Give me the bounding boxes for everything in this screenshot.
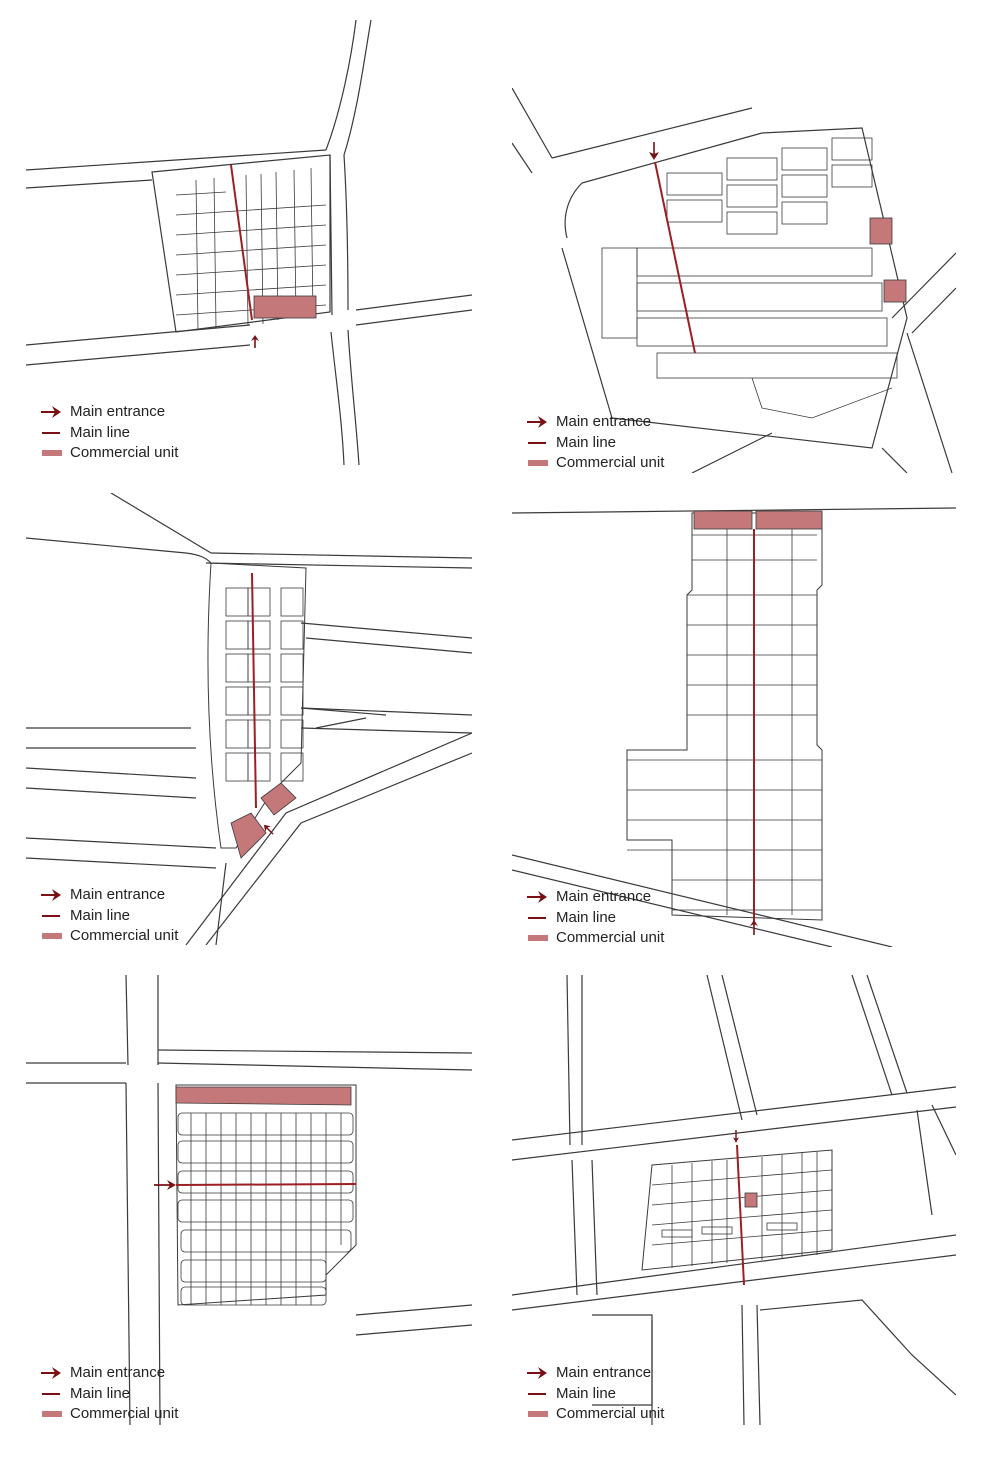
- building-blocks-2: [602, 138, 897, 418]
- legend-main-line: Main line: [556, 1384, 617, 1402]
- main-entrance-arrow-icon: [526, 1363, 550, 1383]
- site-plan-panel-3: [26, 493, 472, 945]
- commercial-unit-6: [745, 1193, 757, 1207]
- commercial-unit-swatch: [40, 1404, 64, 1424]
- commercial-unit-swatch: [526, 1404, 550, 1424]
- legend-main-line: Main line: [70, 1384, 131, 1402]
- main-entrance-arrow-icon: [40, 885, 64, 905]
- commercial-units-2: [870, 218, 906, 302]
- legend-main-entrance: Main entrance: [70, 1364, 166, 1381]
- main-line-swatch: [40, 1384, 64, 1404]
- main-entrance-arrow-icon: [526, 412, 550, 432]
- legend-2: [526, 412, 664, 473]
- commercial-unit-block: [254, 296, 316, 318]
- main-line-swatch: [40, 906, 64, 926]
- main-entrance-arrow-5: [154, 1180, 176, 1190]
- site-plan-3-drawing: [26, 493, 472, 945]
- legend-commercial-unit: Commercial unit: [556, 1405, 665, 1422]
- housing-rows-5: [178, 1113, 353, 1305]
- legend-1: [40, 402, 178, 464]
- main-line-5: [176, 1184, 356, 1185]
- legend-commercial-unit: Commercial unit: [70, 927, 179, 944]
- legend-main-line: Main line: [70, 423, 131, 441]
- legend-3: [40, 885, 178, 945]
- main-line-swatch: [526, 1384, 550, 1404]
- main-entrance-arrow-icon: [40, 1363, 64, 1383]
- commercial-unit-swatch: [526, 928, 550, 947]
- site-plan-5-drawing: [26, 975, 472, 1425]
- main-line-swatch: [526, 908, 550, 928]
- commercial-units-4: [694, 511, 822, 529]
- main-line-1: [231, 165, 252, 320]
- legend-4: [526, 887, 664, 947]
- legend-commercial-unit: Commercial unit: [70, 444, 179, 461]
- legend-main-line: Main line: [556, 908, 617, 926]
- site-plan-panel-1: [26, 20, 472, 465]
- main-entrance-arrow-icon: [40, 402, 64, 422]
- commercial-units-3: [231, 783, 296, 858]
- main-entrance-arrow-2: [649, 142, 659, 160]
- legend-main-entrance: Main entrance: [556, 888, 652, 905]
- main-entrance-arrow-6: [733, 1130, 739, 1143]
- legend-commercial-unit: Commercial unit: [556, 454, 665, 471]
- main-entrance-arrow-1: [251, 335, 259, 348]
- legend-main-entrance: Main entrance: [70, 403, 166, 420]
- legend-main-line: Main line: [70, 906, 131, 924]
- main-line-2: [655, 162, 695, 353]
- legend-5: [40, 1363, 178, 1425]
- main-line-3: [252, 573, 256, 808]
- site-plan-4-drawing: [512, 505, 956, 947]
- site-plan-panel-6: [512, 975, 956, 1425]
- site-plan-1-drawing: [26, 20, 472, 465]
- legend-main-line: Main line: [556, 433, 617, 451]
- legend-6: [526, 1363, 664, 1425]
- site-plan-panel-5: [26, 975, 472, 1425]
- commercial-unit-swatch: [526, 453, 550, 473]
- site-plan-panel-4: [512, 505, 956, 947]
- legend-commercial-unit: Commercial unit: [556, 929, 665, 946]
- legend-main-entrance: Main entrance: [556, 1364, 652, 1381]
- housing-units-grid-4: [627, 525, 822, 915]
- main-line-swatch: [526, 433, 550, 453]
- legend-main-entrance: Main entrance: [556, 413, 652, 430]
- commercial-unit-swatch: [40, 926, 64, 945]
- legend-main-entrance: Main entrance: [70, 886, 166, 903]
- commercial-unit-swatch: [40, 443, 64, 463]
- legend-commercial-unit: Commercial unit: [70, 1405, 179, 1422]
- commercial-unit-strip-5: [176, 1087, 351, 1105]
- main-entrance-arrow-icon: [526, 887, 550, 907]
- site-plan-panel-2: [512, 88, 956, 473]
- housing-units-grid-3: [226, 588, 303, 781]
- main-line-swatch: [40, 423, 64, 443]
- site-plan-6-drawing: [512, 975, 956, 1425]
